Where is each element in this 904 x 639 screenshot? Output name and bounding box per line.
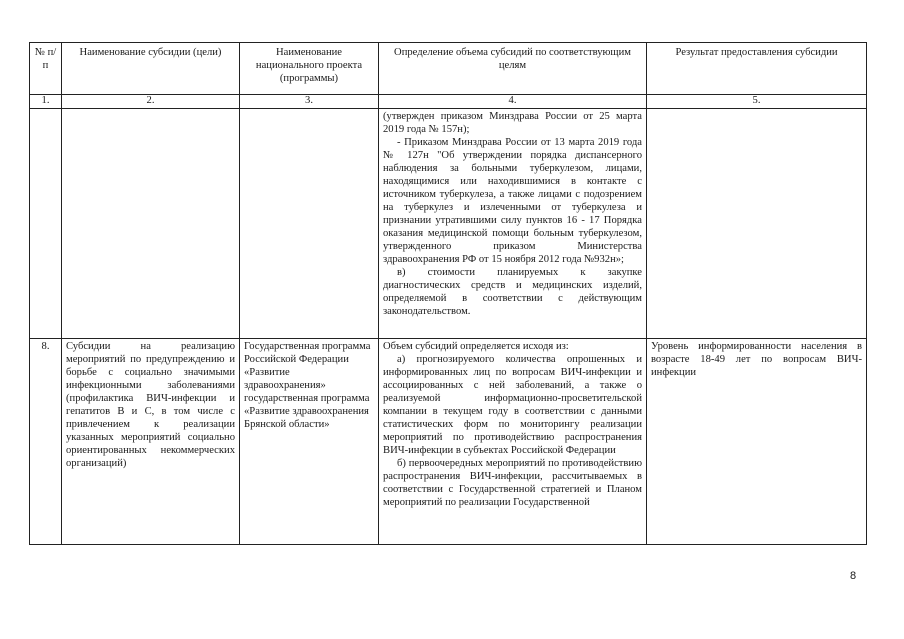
- text-paragraph: в) стоимости планируемых к закупке диагностических средств и медицинских изделий, определяемой в соответствии с действующим законодательством.: [383, 267, 642, 317]
- column-number: 1.: [30, 95, 62, 109]
- text-paragraph: - Приказом Минздрава России от 13 марта 2019 года № 127н "Об утверждении порядка диспансерного наблюдения за больными туберкулезом, лицами, находящимися или находившимися в контакте с источником туберкулеза, а также лицами с подозрением на туберкулез и излеченными от туберкулеза и признании утратившими силу пунктов 16 - 17 Порядка оказания медицинской помощи больным туберкулезом, утвержденного приказом Министерства здравоохранения РФ от 15 ноября 2012 года №932н»;: [383, 137, 642, 265]
- text-paragraph: (утвержден приказом Минздрава России от 25 марта 2019 года № 157н);: [383, 111, 642, 135]
- page-number: 8: [850, 570, 857, 582]
- row-number: 8.: [30, 339, 62, 545]
- header-row: [30, 43, 867, 95]
- text-paragraph: а) прогнозируемого количества опрошенных и информированных лиц по вопросам ВИЧ-инфекции и ассоциированных с ней заболеваний, а также о реализуемой информационно-просветительской компании в текущем году в соответствии с данными статистических форм по мониторингу реализации мероприятий по противодействию распространения ВИЧ-инфекции в субъектах Российской Федерации: [383, 354, 642, 456]
- result-cell: Уровень информированности населения в возрасте 18-49 лет по вопросам ВИЧ-инфекции: [647, 339, 867, 545]
- column-number-row: [30, 95, 867, 109]
- text-paragraph: Объем субсидий определяется исходя из:: [383, 341, 569, 352]
- column-number: 2.: [62, 95, 240, 109]
- empty-cell: [62, 109, 240, 339]
- national-project-cell: Государственная программа Российской Федерации «Развитие здравоохранения» государственная программа «Развитие здравоохранения Брянской области»: [240, 339, 379, 545]
- continuation-row: [30, 109, 867, 339]
- text-paragraph: б) первоочередных мероприятий по противодействию распространения ВИЧ-инфекции, рассчитываемых в соответствии с Государственной стратегией и Планом мероприятий по реализации Государственной: [383, 458, 642, 508]
- header-number: № п/п: [30, 43, 62, 95]
- subsidy-table: [29, 42, 867, 545]
- volume-definition-cell: [379, 109, 647, 339]
- header-result: Результат предоставления субсидии: [647, 43, 867, 95]
- subsidy-name-cell: Субсидии на реализацию мероприятий по предупреждению и борьбе с социально значимыми инфекционными заболеваниями (профилактика ВИЧ-инфекции и гепатитов В и С, в том числе с привлечением к реализации указанных мероприятий социально ориентированных некоммерческих организаций): [62, 339, 240, 545]
- header-national-project: Наименование национального проекта (программы): [240, 43, 379, 95]
- column-number: 4.: [379, 95, 647, 109]
- empty-cell: [30, 109, 62, 339]
- table-row-8: [30, 339, 867, 545]
- empty-cell: [240, 109, 379, 339]
- column-number: 5.: [647, 95, 867, 109]
- volume-definition-cell: [379, 339, 647, 545]
- empty-cell: [647, 109, 867, 339]
- header-volume-definition: Определение объема субсидий по соответствующим целям: [379, 43, 647, 95]
- header-subsidy-name: Наименование субсидии (цели): [62, 43, 240, 95]
- column-number: 3.: [240, 95, 379, 109]
